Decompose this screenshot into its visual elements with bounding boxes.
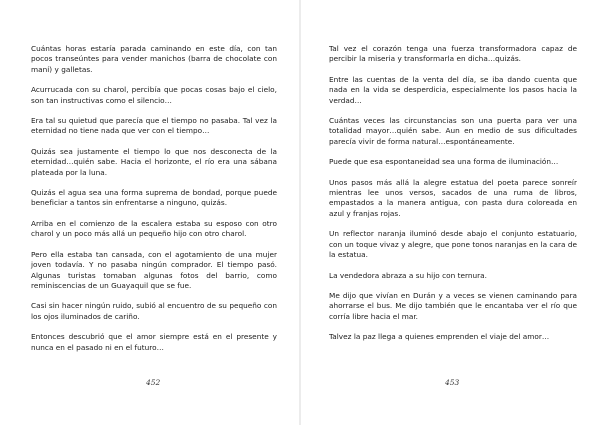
paragraph: Talvez la paz llega a quienes emprenden el viaje del amor…: [329, 332, 550, 342]
paragraph: Cuántas veces las circunstancias son una puerta para ver una totalidad mayor…quién sabe. Aun en medio de sus dificultades parecía vivir de forma natural…espontáneamente.: [329, 116, 577, 146]
paragraph: Tal vez el corazón tenga una fuerza transformadora capaz de percibir la miseria y transformarla en dicha…quizás.: [329, 44, 577, 64]
paragraph: Cuántas horas estaría parada caminando en este día, con tan pocos transeúntes para vender manichos (barra de chocolate con maní) y galletas.: [31, 44, 277, 74]
right-page: [329, 44, 577, 353]
paragraph: Unos pasos más allá la alegre estatua del poeta parece sonreír mientras lee unos versos, sacados de una ruma de libros, empastados a la manera antigua, con pasta dura coloreada en azul y franjas rojas.: [329, 177, 577, 218]
paragraph: Entre las cuentas de la venta del día, se iba dando cuenta que nada en la vida se desperdicia, especialmente los pasos hacia la verdad…: [329, 74, 577, 105]
paragraph: La vendedora abraza a su hijo con ternura.: [329, 270, 488, 280]
paragraph: Entonces descubrió que el amor siempre está en el presente y nunca en el pasado ni en el futuro…: [31, 332, 277, 352]
paragraph: Arriba en el comienzo de la escalera estaba su esposo con otro charol y un poco más allá un pequeño hijo con otro charol.: [31, 218, 277, 239]
paragraph: Puede que esa espontaneidad sea una forma de iluminación…: [329, 157, 559, 167]
left-page: [31, 44, 277, 363]
paragraph: Pero ella estaba tan cansada, con el agotamiento de una mujer joven todavía. Y no pasaba ningún comprador. El tiempo pasó. Algunas turistas tomaban algunas fotos del barrio, como reminiscencias de un Guayaquil que se fue.: [31, 249, 277, 290]
page-number-right: 453: [445, 378, 460, 387]
paragraph: Acurrucada con su charol, percibía que pocas cosas bajo el cielo, son tan instructivas como el silencio…: [31, 85, 277, 105]
paragraph: Un reflector naranja iluminó desde abajo el conjunto estatuario, con un toque vivaz y alegre, que pone tonos naranjas en la cara de la estatua.: [329, 229, 577, 260]
book-gutter: [299, 0, 301, 425]
paragraph: Me dijo que vivían en Durán y a veces se vienen caminando para ahorrarse el bus. Me dijo también que le encantaba ver el río que corría libre hacia el mar.: [329, 290, 577, 321]
paragraph: Era tal su quietud que parecía que el tiempo no pasaba. Tal vez la eternidad no tiene nada que ver con el tiempo…: [31, 116, 277, 136]
page-number-left: 452: [146, 378, 161, 387]
paragraph: Quizás el agua sea una forma suprema de bondad, porque puede beneficiar a tantos sin enfrentarse a ninguno, quizás.: [31, 188, 277, 208]
paragraph: Casi sin hacer ningún ruido, subió al encuentro de su pequeño con los ojos iluminados de cariño.: [31, 301, 277, 321]
paragraph: Quizás sea justamente el tiempo lo que nos desconecta de la eternidad…quién sabe. Hacia el horizonte, el río era una sábana plateada por la luna.: [31, 146, 277, 177]
